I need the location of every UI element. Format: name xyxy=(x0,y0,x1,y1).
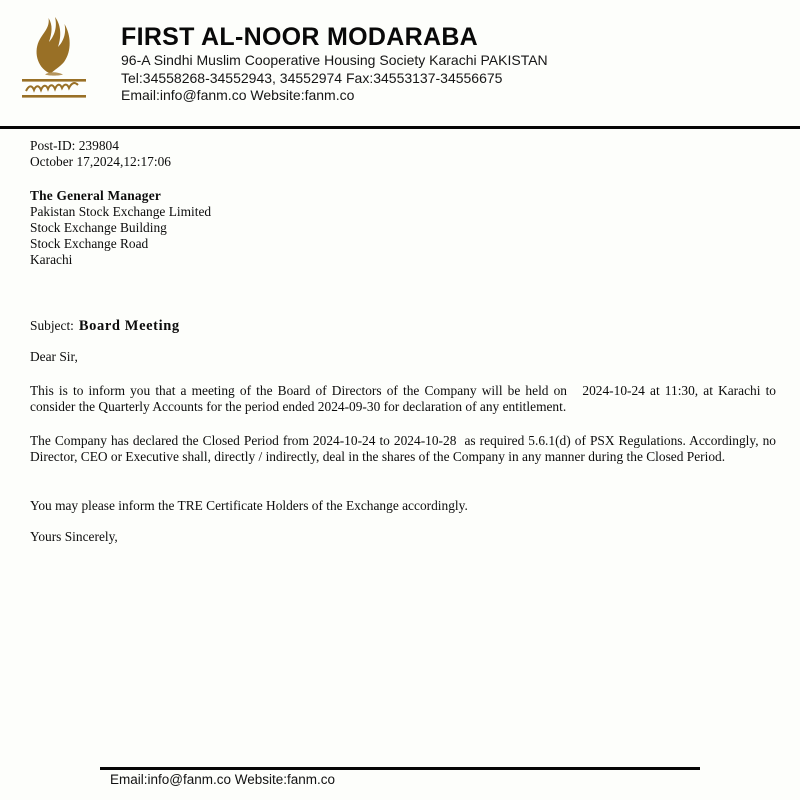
body-paragraph-3: You may please inform the TRE Certificate Holders of the Exchange accordingly. xyxy=(30,498,468,513)
company-phone-fax: Tel:34558268-34552943, 34552974 Fax:34553137-34556675 xyxy=(121,69,503,86)
subject-label: Subject: xyxy=(30,318,74,333)
recipient-line: Karachi xyxy=(30,252,73,267)
company-email-website: Email:info@fanm.co Website:fanm.co xyxy=(121,87,355,103)
recipient-line: Stock Exchange Building xyxy=(30,220,167,235)
body-paragraph-2: The Company has declared the Closed Period from 2024-10-24 to 2024-10-28 as required 5.6.1(d) of PSX Regulations. Accordingly, no Director, CEO or Executive shall, directly / indirectly, deal in the shares of the Company in any manner during the Closed Period. xyxy=(30,433,780,464)
recipient-name: The General Manager xyxy=(30,188,161,203)
letter-datetime: October 17,2024,12:17:06 xyxy=(30,154,171,169)
post-id: Post-ID: 239804 xyxy=(30,138,119,153)
header-divider xyxy=(0,126,800,129)
company-address: 96-A Sindhi Muslim Cooperative Housing Society Karachi PAKISTAN xyxy=(121,52,548,68)
subject-value: Board Meeting xyxy=(78,318,180,334)
recipient-line: Stock Exchange Road xyxy=(30,236,149,251)
company-header xyxy=(121,22,548,105)
closing: Yours Sincerely, xyxy=(30,529,118,544)
recipient-address xyxy=(30,188,776,268)
footer-divider xyxy=(100,767,700,770)
flame-calligraphy-icon xyxy=(21,13,87,103)
salutation: Dear Sir, xyxy=(30,349,78,364)
footer-email-website: Email:info@fanm.co Website:fanm.co xyxy=(110,772,336,787)
letter-meta xyxy=(30,138,776,170)
company-name: FIRST AL-NOOR MODARABA xyxy=(121,23,479,51)
recipient-line: Pakistan Stock Exchange Limited xyxy=(30,204,212,219)
subject-line xyxy=(30,318,776,334)
body-paragraph-1: This is to inform you that a meeting of the Board of Directors of the Company will be held on 2024-10-24 at 11:30, at Karachi to consider the Quarterly Accounts for the period ended 2024-09-30 for declaration of any entitlement. xyxy=(30,383,780,414)
company-logo xyxy=(21,13,87,103)
